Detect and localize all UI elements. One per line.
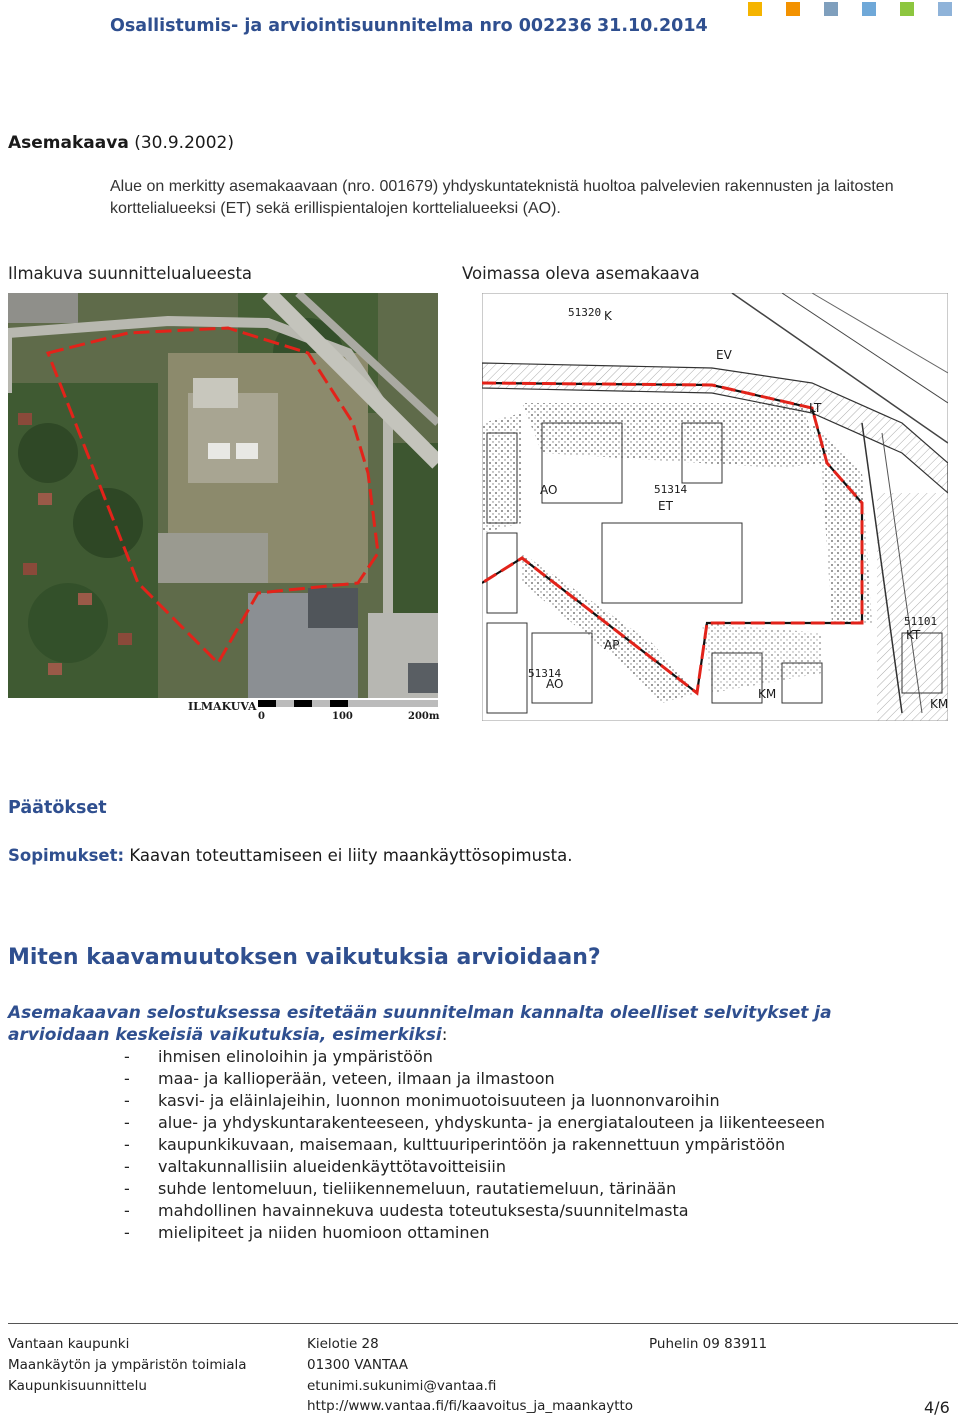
section-title-bold: Asemakaava <box>8 133 129 153</box>
aerial-caption: Ilmakuva suunnittelualueesta <box>8 264 253 283</box>
impacts-intro-colon: : <box>441 1025 448 1045</box>
section-title <box>8 133 234 153</box>
zoning-plan-map <box>482 293 948 721</box>
plan-label-k: K <box>604 309 612 323</box>
plan-label-51320: 51320 <box>568 306 602 319</box>
color-square <box>748 2 762 16</box>
footer-org: Vantaan kaupunki <box>8 1336 130 1352</box>
list-item: - mielipiteet ja niiden huomioon ottaminen <box>124 1222 825 1244</box>
plan-label-ao-2: AO <box>546 677 564 691</box>
list-item: - alue- ja yhdyskuntarakenteeseen, yhdyskunta- ja energiatalouteen ja liikenteeseen <box>124 1112 825 1134</box>
color-square <box>824 2 838 16</box>
list-item: - suhde lentomeluun, tieliikennemeluun, rautatiemeluun, tärinään <box>124 1178 825 1200</box>
aerial-photo-graphic <box>8 293 438 698</box>
scale-tick-100: 100 <box>332 711 353 722</box>
impacts-heading: Miten kaavamuutoksen vaikutuksia arvioidaan? <box>8 945 601 970</box>
plan-label-km-1: KM <box>758 687 777 701</box>
document-date: 31.10.2014 <box>597 16 708 36</box>
section-body: Alue on merkitty asemakaavaan (nro. 001679) yhdyskuntateknistä huoltoa palvelevien rakennusten ja laitosten korttelialueeksi (ET) sekä erillispientalojen korttelialueeksi (AO). <box>110 178 894 217</box>
decisions-heading: Päätökset <box>8 798 107 818</box>
aerial-photo <box>8 293 438 698</box>
contracts-text: Kaavan toteuttamiseen ei liity maankäyttösopimusta. <box>129 846 573 865</box>
list-item: - ihmisen elinoloihin ja ympäristöön <box>124 1046 825 1068</box>
contracts-line <box>8 846 572 865</box>
plan-label-kt: KT <box>906 628 921 642</box>
aerial-label: ILMAKUVA <box>188 700 257 713</box>
plan-label-lt: LT <box>809 401 822 415</box>
footer-email[interactable]: etunimi.sukunimi@vantaa.fi <box>307 1378 497 1394</box>
list-item: - mahdollinen havainnekuva uudesta toteutuksesta/suunnitelmasta <box>124 1200 825 1222</box>
plan-label-ap: AP <box>604 638 620 652</box>
document-title: Osallistumis- ja arviointisuunnitelma nro 002236 <box>110 16 592 36</box>
scale-tick-200: 200m <box>408 711 440 722</box>
list-item: - kasvi- ja eläinlajeihin, luonnon monimuotoisuuteen ja luonnonvaroihin <box>124 1090 825 1112</box>
color-square <box>938 2 952 16</box>
contracts-label: Sopimukset: <box>8 846 125 865</box>
plan-label-km-2: KM <box>930 697 948 711</box>
section-title-date: (30.9.2002) <box>134 133 234 153</box>
plan-label-51314: 51314 <box>654 483 688 496</box>
footer-phone: Puhelin 09 83911 <box>649 1336 768 1352</box>
color-square <box>786 2 800 16</box>
plan-label-et: ET <box>658 499 673 513</box>
footer-unit: Kaupunkisuunnittelu <box>8 1378 147 1394</box>
color-square <box>862 2 876 16</box>
footer-url[interactable]: http://www.vantaa.fi/fi/kaavoitus_ja_maankaytto <box>307 1398 634 1414</box>
page-number: 4/6 <box>924 1398 950 1417</box>
footer-postal: 01300 VANTAA <box>307 1357 408 1373</box>
plan-label-ao-1: AO <box>540 483 558 497</box>
list-item: - valtakunnallisiin alueidenkäyttötavoitteisiin <box>124 1156 825 1178</box>
plan-label-51101: 51101 <box>904 615 938 628</box>
plan-label-ev: EV <box>716 348 732 362</box>
impact-list <box>124 1046 825 1244</box>
footer-department: Maankäytön ja ympäristön toimiala <box>8 1357 247 1373</box>
zoning-plan-graphic <box>482 293 948 721</box>
impacts-intro <box>8 1002 938 1046</box>
impacts-intro-text: Asemakaavan selostuksessa esitetään suunnitelman kannalta oleelliset selvitykset ja arvioidaan keskeisiä vaikutuksia, esimerkiksi <box>8 1003 832 1045</box>
scale-bar <box>8 698 438 726</box>
footer-rule <box>8 1323 958 1324</box>
plan-caption: Voimassa oleva asemakaava <box>462 264 700 283</box>
color-square <box>900 2 914 16</box>
header-color-squares <box>748 0 960 20</box>
scale-tick-0: 0 <box>258 711 265 722</box>
footer-street: Kielotie 28 <box>307 1336 379 1352</box>
plan-label-51314b: 51314 <box>528 667 562 680</box>
list-item: - maa- ja kallioperään, veteen, ilmaan ja ilmastoon <box>124 1068 825 1090</box>
list-item: - kaupunkikuvaan, maisemaan, kulttuuriperintöön ja rakennettuun ympäristöön <box>124 1134 825 1156</box>
